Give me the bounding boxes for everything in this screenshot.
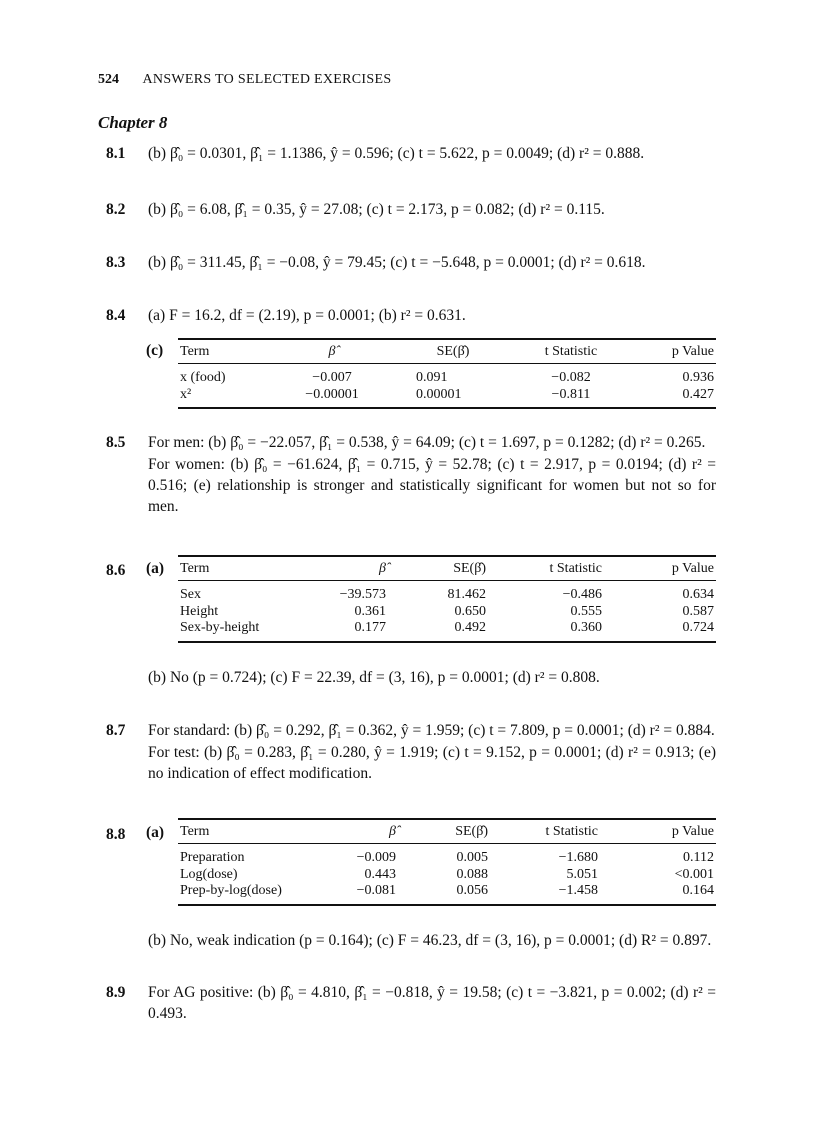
table-cell: 0.112 <box>683 850 714 865</box>
table-cell: x (food) <box>180 370 226 385</box>
table-cell: Prep-by-log(dose) <box>178 883 318 905</box>
table-cell: −0.00001 <box>270 387 394 409</box>
table-cell: 0.443 <box>364 866 396 882</box>
answer-8-9 <box>106 982 716 1024</box>
table-cell: x² <box>178 387 270 409</box>
table-header-row <box>178 819 716 844</box>
answer-8-3 <box>106 252 716 273</box>
table-cell: −39.573 <box>339 587 386 602</box>
table-cell: 0.650 <box>454 603 486 619</box>
table-cell: −0.009 <box>356 850 396 865</box>
answer-8-2 <box>106 199 716 220</box>
table-cell: −0.486 <box>562 587 602 602</box>
table-cell: 0.005 <box>456 850 488 865</box>
table-cell: 0.724 <box>604 620 716 642</box>
answer-text: (b) β̂₀ = 6.08, β̂₁ = 0.35, ŷ = 27.08; (c) t = 2.173, p = 0.082; (d) r² = 0.115. <box>148 201 605 218</box>
table-row <box>178 844 716 867</box>
table-cell: 0.492 <box>388 620 488 642</box>
table-cell: 0.164 <box>600 883 716 905</box>
answer-8-5 <box>106 432 716 517</box>
table-cell: 0.00001 <box>394 387 512 409</box>
table-cell: −0.082 <box>551 370 591 385</box>
answer-number: 8.4 <box>106 307 126 324</box>
column-header: t Statistic <box>549 561 602 576</box>
table-cell: 81.462 <box>447 587 486 602</box>
running-title: ANSWERS TO SELECTED EXERCISES <box>142 72 392 87</box>
table-row <box>178 867 716 884</box>
table-cell: Sex <box>180 587 201 602</box>
answer-text: (b) No (p = 0.724); (c) F = 22.39, df = (3, 16), p = 0.0001; (d) r² = 0.808. <box>148 669 600 686</box>
results-table <box>178 818 716 906</box>
column-header: p Value <box>671 824 714 839</box>
table-cell: 0.587 <box>682 603 714 619</box>
column-header: Term <box>180 344 210 359</box>
table-cell: 0.091 <box>416 370 448 385</box>
table-label: (a) <box>146 560 165 577</box>
answer-number: 8.7 <box>106 722 126 739</box>
table-cell: Sex-by-height <box>178 620 296 642</box>
answer-8-8-continued <box>106 930 716 951</box>
column-header: t Statistic <box>544 344 598 359</box>
column-header: p Value <box>671 344 714 359</box>
chapter-title: Chapter 8 <box>98 113 168 132</box>
table-cell: 0.555 <box>570 603 602 619</box>
results-table <box>178 338 716 409</box>
table-row <box>178 620 716 642</box>
column-header: SE(β̂) <box>455 824 488 839</box>
answer-text-women: For women: (b) β̂₀ = −61.624, β̂₁ = 0.715, ŷ = 52.78; (c) t = 2.917, p = 0.0194; (d) r² = 0.516; (e) relationship is stronger and statistically significant for women but not so for men. <box>148 456 716 515</box>
answer-number: 8.3 <box>106 254 126 271</box>
column-header: SE(β̂) <box>436 344 470 359</box>
column-header: β̂ <box>379 561 386 576</box>
answer-number: 8.1 <box>106 145 126 162</box>
answer-number: 8.8 <box>106 826 126 843</box>
column-header: Term <box>180 561 210 576</box>
table-cell: −0.007 <box>312 370 352 385</box>
table-cell: 0.177 <box>296 620 388 642</box>
table-row <box>178 387 716 409</box>
table-8-8 <box>148 818 716 906</box>
answer-text: (b) No, weak indication (p = 0.164); (c) F = 46.23, df = (3, 16), p = 0.0001; (d) R² = 0.897. <box>148 932 712 949</box>
answer-8-1 <box>106 143 716 164</box>
table-cell: Height <box>180 603 219 619</box>
table-header-row <box>178 339 716 364</box>
answer-text: (b) β̂₀ = 0.0301, β̂₁ = 1.1386, ŷ = 0.596; (c) t = 5.622, p = 0.0049; (d) r² = 0.888. <box>148 145 645 162</box>
table-8-6 <box>148 555 716 643</box>
column-header: t Statistic <box>545 824 598 839</box>
table-cell: <0.001 <box>674 866 714 882</box>
table-cell: 0.088 <box>456 866 488 882</box>
answer-text-test: For test: (b) β̂₀ = 0.283, β̂₁ = 0.280, ŷ = 1.919; (c) t = 9.152, p = 0.0001; (d) r² = 0.913; (e) no indication of effect modification. <box>148 744 716 782</box>
table-cell: 0.056 <box>398 883 490 905</box>
table-cell: Log(dose) <box>180 866 238 882</box>
answer-number: 8.9 <box>106 984 126 1001</box>
table-cell: 0.936 <box>682 370 714 385</box>
column-header: Term <box>180 824 210 839</box>
column-header: p Value <box>671 561 714 576</box>
table-cell: 0.634 <box>682 587 714 602</box>
table-cell: 0.360 <box>488 620 604 642</box>
table-row <box>178 364 716 387</box>
answer-8-4 <box>106 305 716 326</box>
results-table <box>178 555 716 643</box>
table-cell: −0.811 <box>512 387 630 409</box>
running-header <box>98 72 391 88</box>
answer-number: 8.2 <box>106 201 126 218</box>
table-label: (c) <box>146 342 164 359</box>
table-cell: −0.081 <box>318 883 398 905</box>
column-header: β̂ <box>389 824 396 839</box>
table-row <box>178 883 716 905</box>
page-number: 524 <box>98 72 119 87</box>
answer-number: 8.6 <box>106 562 126 579</box>
table-row <box>178 581 716 604</box>
table-cell: 0.361 <box>354 603 386 619</box>
answer-text-standard: For standard: (b) β̂₀ = 0.292, β̂₁ = 0.362, ŷ = 1.959; (c) t = 7.809, p = 0.0001; (d) r² = 0.884. <box>148 722 715 739</box>
answer-text: (a) F = 16.2, df = (2.19), p = 0.0001; (b) r² = 0.631. <box>148 307 466 324</box>
answer-number: 8.5 <box>106 434 126 451</box>
table-label: (a) <box>146 824 165 841</box>
answer-text-men: For men: (b) β̂₀ = −22.057, β̂₁ = 0.538, ŷ = 64.09; (c) t = 1.697, p = 0.1282; (d) r² = 0.265. <box>148 434 706 451</box>
table-header-row <box>178 556 716 581</box>
answer-text: For AG positive: (b) β̂₀ = 4.810, β̂₁ = −0.818, ŷ = 19.58; (c) t = −3.821, p = 0.002; (d) r² = 0.493. <box>148 984 716 1022</box>
table-cell: 5.051 <box>566 866 598 882</box>
table-8-4 <box>148 338 716 409</box>
answer-8-7 <box>106 720 716 784</box>
column-header: β̂ <box>328 344 336 359</box>
table-row <box>178 604 716 621</box>
answer-text: (b) β̂₀ = 311.45, β̂₁ = −0.08, ŷ = 79.45; (c) t = −5.648, p = 0.0001; (d) r² = 0.618. <box>148 254 646 271</box>
table-cell: 0.427 <box>630 387 716 409</box>
table-cell: −1.680 <box>558 850 598 865</box>
answer-8-6-continued <box>106 667 716 688</box>
table-cell: −1.458 <box>490 883 600 905</box>
column-header: SE(β̂) <box>453 561 486 576</box>
table-cell: Preparation <box>180 850 245 865</box>
